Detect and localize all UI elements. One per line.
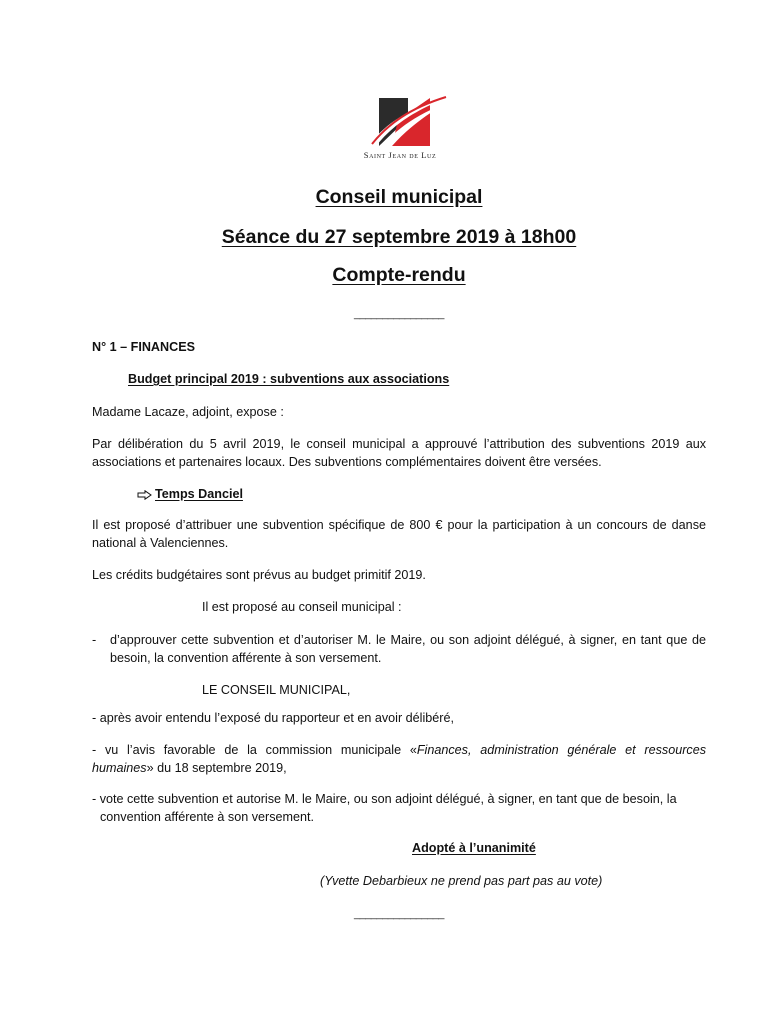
proposed-to-council: Il est proposé au conseil municipal :: [202, 600, 402, 614]
beneficiary-line: [137, 485, 243, 503]
beneficiary-name: Temps Danciel: [155, 487, 243, 501]
document-title: Conseil municipal: [315, 186, 483, 208]
proposal-paragraph: Il est proposé d’attribuer une subvention spécifique de 800 € pour la participation à un concours de danse national à Valenciennes.: [92, 518, 706, 550]
item-subject: Budget principal 2019 : subventions aux associations: [128, 372, 450, 386]
commission-name: Finances, administration générale et ressources humaines: [92, 743, 706, 775]
outline-right-arrow-icon: [137, 490, 152, 500]
separator-line: ________________: [354, 308, 444, 320]
speaker-line: Madame Lacaze, adjoint, expose :: [92, 405, 284, 419]
commission-opinion: [92, 741, 706, 777]
abstention-note: (Yvette Debarbieux ne prend pas part pas au vote): [320, 874, 603, 888]
city-logo: [352, 96, 448, 164]
after-hearing-line: - après avoir entendu l’exposé du rapporteur et en avoir délibéré,: [92, 711, 454, 725]
vote-text: - vote cette subvention et autorise M. le Maire, ou son adjoint délégué, à signer, en tant que de besoin, la convention afférente à son versement.: [92, 792, 677, 824]
logo-mark-icon: [352, 96, 448, 148]
opinion-prefix: - vu l’avis favorable de la commission municipale «: [92, 743, 417, 757]
opinion-suffix: » du 18 septembre 2019,: [146, 761, 287, 775]
bullet-dash: -: [92, 633, 97, 647]
end-separator-line: ________________: [354, 908, 444, 920]
result-line: Adopté à l’unanimité: [412, 841, 536, 855]
intro-paragraph: Par délibération du 5 avril 2019, le conseil municipal a approuvé l’attribution des subventions 2019 aux associations et partenaires locaux. Des subventions complémentaires doivent être versées.: [92, 437, 706, 469]
council-heading: LE CONSEIL MUNICIPAL,: [202, 683, 351, 697]
item-number: N° 1 – FINANCES: [92, 340, 196, 354]
proposal-bullet: d’approuver cette subvention et d’autoriser M. le Maire, ou son adjoint délégué, à signer, en tant que de besoin, la convention afférente à son versement.: [110, 633, 706, 665]
credits-line: Les crédits budgétaires sont prévus au budget primitif 2019.: [92, 568, 426, 582]
vote-paragraph: [92, 790, 706, 826]
document-type: Compte-rendu: [332, 264, 466, 286]
logo-text: Saint Jean de Luz: [363, 150, 437, 160]
session-title: Séance du 27 septembre 2019 à 18h00: [221, 226, 577, 248]
